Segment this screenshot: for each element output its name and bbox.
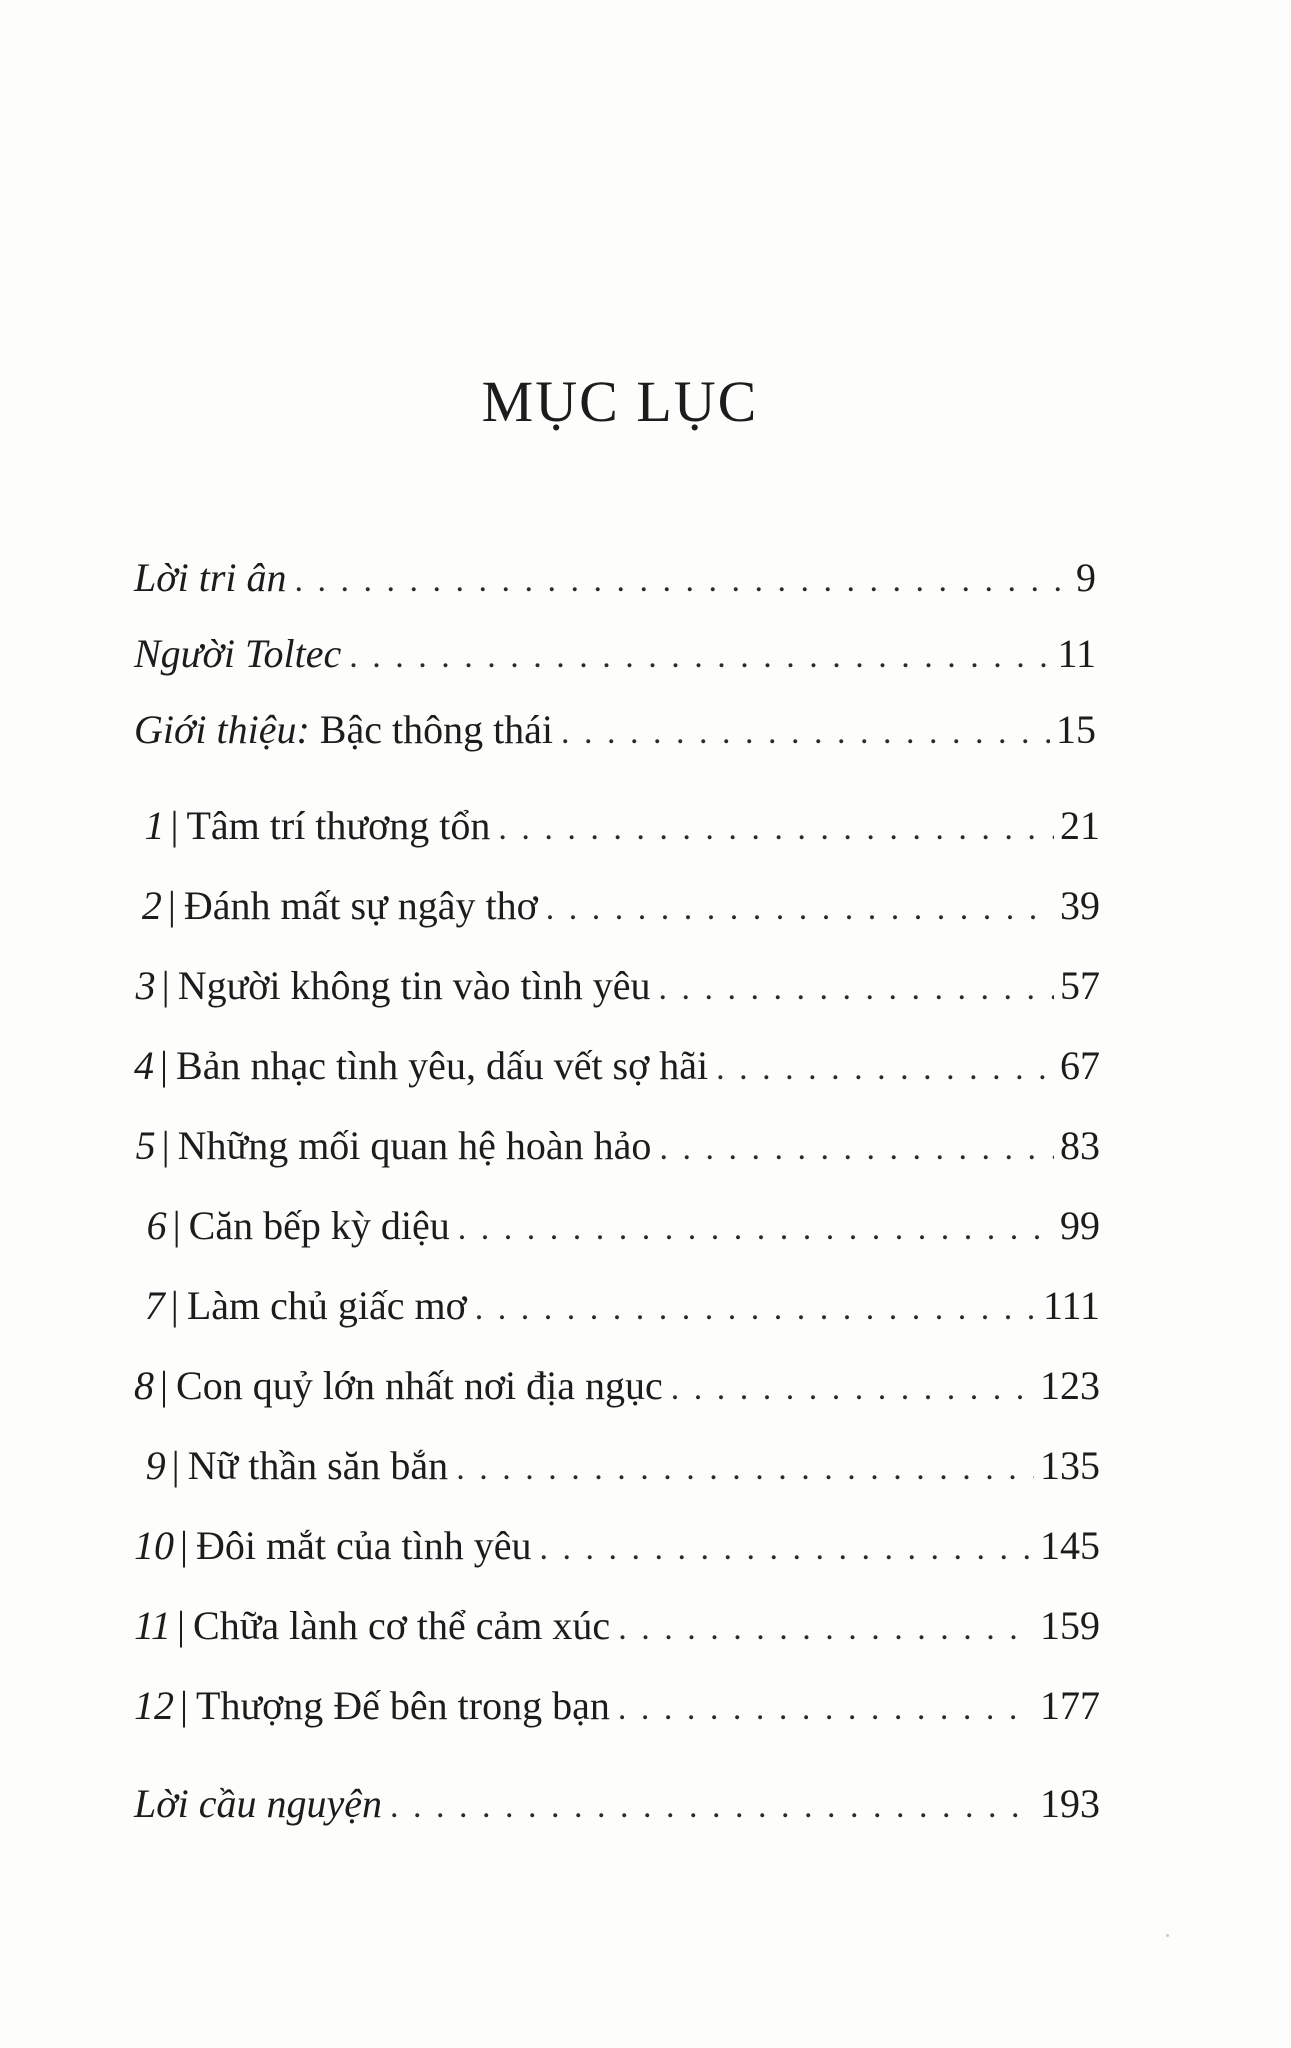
chapter-number: 6: [146, 1203, 167, 1248]
toc-chapter-entry: [134, 1116, 1100, 1176]
toc-entry-acknowledgements: [134, 548, 1096, 608]
chapter-number: 7: [144, 1283, 165, 1328]
chapter-number: 10: [134, 1523, 174, 1568]
toc-chapter-entry: [134, 1436, 1100, 1496]
toc-entry-toltec: [134, 624, 1096, 684]
toc-entry-label-prefix: Giới thiệu:: [134, 707, 310, 752]
dot-leader: [456, 1439, 1034, 1499]
dot-leader: [475, 1279, 1037, 1339]
toc-entry-label: Bậc thông thái: [319, 707, 554, 752]
chapter-title: Bản nhạc tình yêu, dấu vết sợ hãi: [176, 1043, 709, 1088]
toc-chapter-entry: [134, 1036, 1100, 1096]
chapter-page-number: 39: [1060, 883, 1100, 928]
chapter-page-number: 159: [1040, 1603, 1100, 1648]
toc-chapter-entry: [134, 1196, 1100, 1256]
chapter-page-number: 111: [1042, 1283, 1100, 1328]
chapter-separator: |: [180, 1523, 189, 1568]
chapter-title: Những mối quan hệ hoàn hảo: [177, 1123, 652, 1168]
toc-chapter-entry: [134, 796, 1100, 856]
dot-leader: [295, 551, 1071, 611]
chapter-title: Chữa lành cơ thể cảm xúc: [193, 1603, 611, 1648]
chapter-title: Đánh mất sự ngây thơ: [183, 883, 538, 928]
chapter-number: 5: [135, 1123, 156, 1168]
chapter-separator: |: [161, 963, 170, 1008]
toc-entry-label: Người Toltec: [134, 631, 342, 676]
chapter-separator: |: [177, 1603, 186, 1648]
dot-leader: [539, 1519, 1034, 1579]
dot-leader: [659, 1119, 1054, 1179]
dot-leader: [618, 1599, 1034, 1659]
chapter-page-number: 177: [1040, 1683, 1100, 1728]
toc-chapter-entry: [134, 1276, 1100, 1336]
chapter-title: Tâm trí thương tổn: [186, 803, 491, 848]
chapter-title: Nữ thần săn bắn: [187, 1443, 449, 1488]
toc-chapter-entry: [134, 876, 1100, 936]
page-title: MỤC LỤC: [481, 369, 759, 434]
dot-leader: [658, 959, 1054, 1019]
chapter-page-number: 67: [1060, 1043, 1100, 1088]
dot-leader: [546, 879, 1054, 939]
chapter-page-number: 57: [1060, 963, 1100, 1008]
chapter-title: Con quỷ lớn nhất nơi địa ngục: [176, 1363, 663, 1408]
toc-entry-label: Lời tri ân: [134, 555, 287, 600]
toc-entry-prayer: [134, 1774, 1100, 1834]
toc-entry-page-number: 193: [1040, 1781, 1100, 1826]
dot-leader: [390, 1777, 1034, 1837]
chapter-separator: |: [160, 1363, 169, 1408]
chapter-number: 8: [134, 1363, 154, 1408]
chapter-separator: |: [171, 1443, 180, 1488]
chapter-page-number: 145: [1040, 1523, 1100, 1568]
toc-chapter-entry: [134, 1676, 1100, 1736]
dot-leader: [716, 1039, 1054, 1099]
chapter-number: 11: [134, 1603, 172, 1648]
toc-chapter-entry: [134, 1596, 1100, 1656]
chapter-number: 12: [134, 1683, 174, 1728]
toc-entry-page-number: 15: [1056, 707, 1096, 752]
dot-leader: [349, 627, 1051, 687]
dot-leader: [671, 1359, 1034, 1419]
chapter-number: 3: [135, 963, 156, 1008]
toc-chapter-entry: [134, 1516, 1100, 1576]
chapter-separator: |: [170, 1283, 179, 1328]
chapter-number: 4: [134, 1043, 154, 1088]
dot-leader: [561, 703, 1050, 763]
toc-entry-page-number: 9: [1076, 555, 1096, 600]
chapter-number: 9: [145, 1443, 166, 1488]
toc-chapter-entry: [134, 956, 1100, 1016]
chapter-separator: |: [172, 1203, 181, 1248]
chapter-number: 1: [144, 803, 165, 848]
chapter-separator: |: [167, 883, 176, 928]
chapter-title: Căn bếp kỳ diệu: [188, 1203, 450, 1248]
chapter-separator: |: [160, 1043, 169, 1088]
chapter-title: Đôi mắt của tình yêu: [196, 1523, 532, 1568]
chapter-title: Làm chủ giấc mơ: [186, 1283, 467, 1328]
chapter-title: Người không tin vào tình yêu: [177, 963, 651, 1008]
toc-entry-introduction: [134, 700, 1096, 760]
paper-speck: [1166, 1934, 1169, 1937]
chapter-page-number: 21: [1060, 803, 1100, 848]
chapter-page-number: 83: [1060, 1123, 1100, 1168]
toc-chapter-entry: [134, 1356, 1100, 1416]
chapter-page-number: 123: [1040, 1363, 1100, 1408]
dot-leader: [458, 1199, 1054, 1259]
dot-leader: [618, 1679, 1034, 1739]
chapter-title: Thượng Đế bên trong bạn: [196, 1683, 610, 1728]
chapter-number: 2: [141, 883, 162, 928]
chapter-page-number: 135: [1040, 1443, 1100, 1488]
toc-entry-page-number: 11: [1057, 631, 1096, 676]
chapter-separator: |: [170, 803, 179, 848]
toc-entry-label: Lời cầu nguyện: [134, 1781, 382, 1826]
dot-leader: [498, 799, 1054, 859]
chapter-separator: |: [161, 1123, 170, 1168]
chapter-page-number: 99: [1060, 1203, 1100, 1248]
chapter-separator: |: [180, 1683, 189, 1728]
